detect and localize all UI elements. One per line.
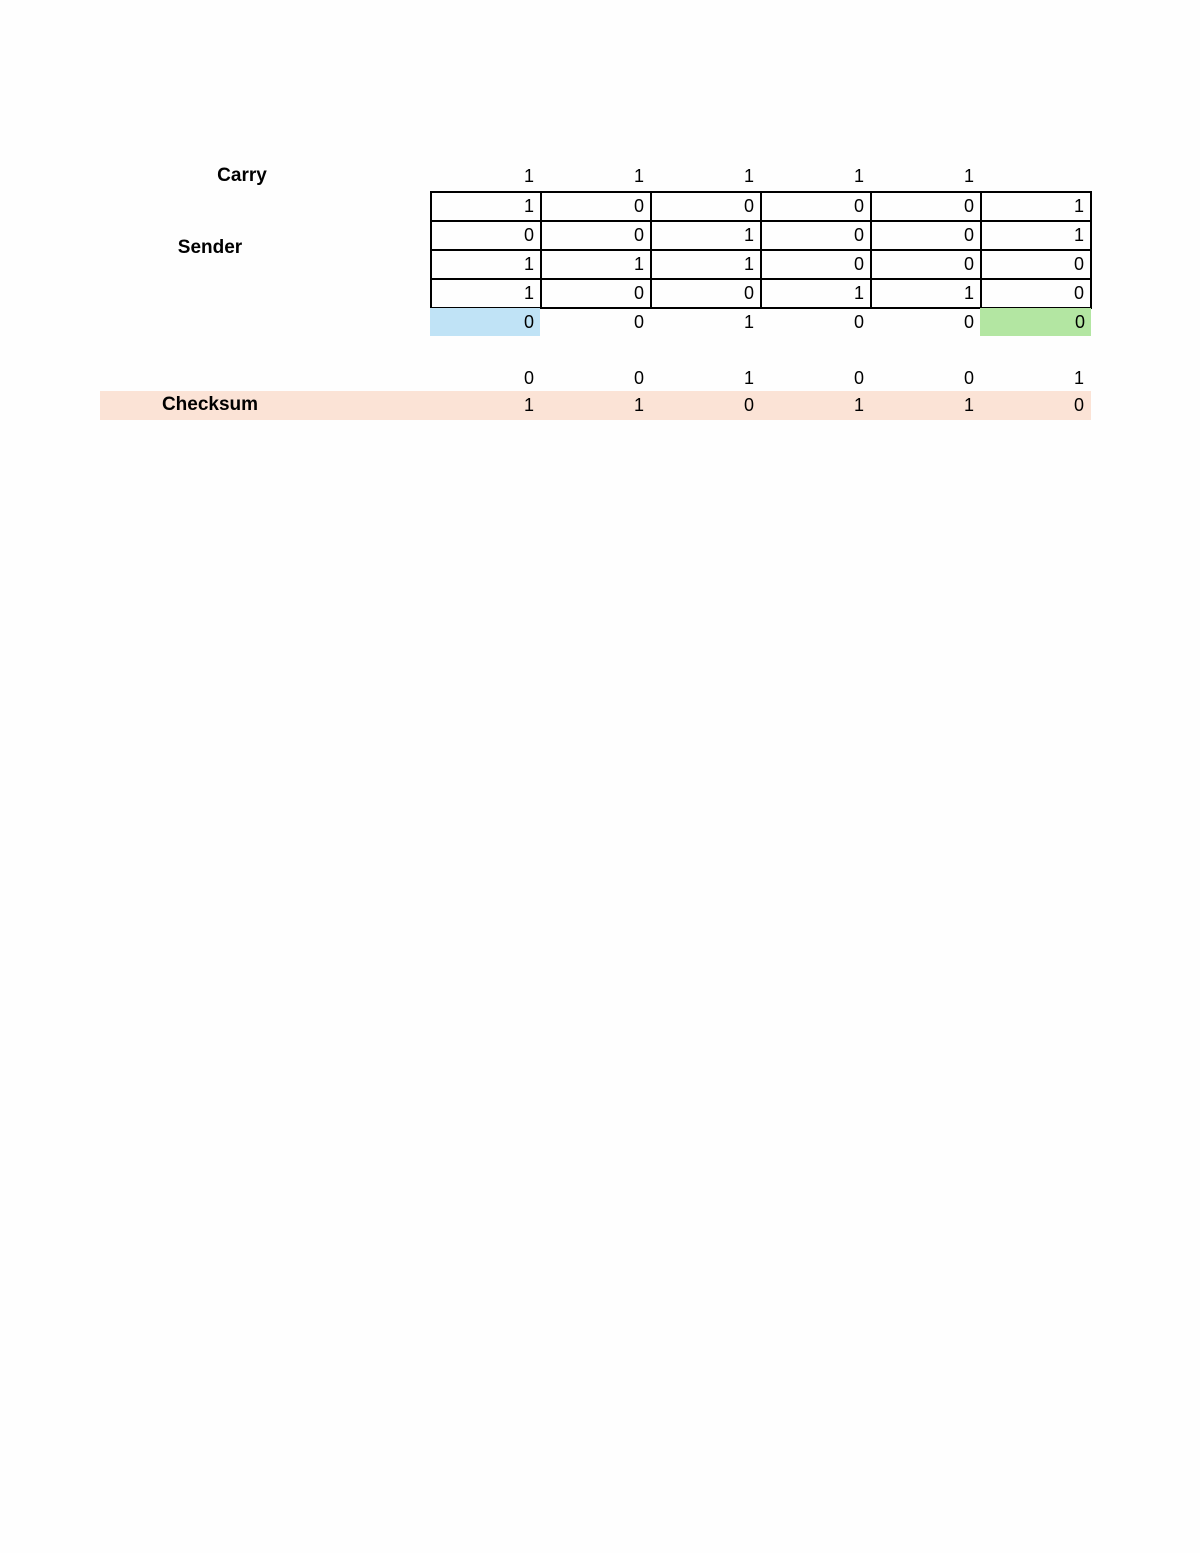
sender-cell: 0 <box>652 280 762 309</box>
sum-cell: 1 <box>743 312 754 332</box>
wrapped-sum-cell: 1 <box>743 368 754 388</box>
sender-row <box>432 222 1092 251</box>
wrapped-sum-row <box>430 364 1090 392</box>
sender-grid <box>430 191 1092 309</box>
sender-cell: 0 <box>762 222 872 251</box>
sum-row <box>430 308 1091 336</box>
wrapped-sum-cell: 0 <box>853 368 864 388</box>
sender-cell: 0 <box>762 193 872 222</box>
sender-label: Sender <box>177 237 243 258</box>
checksum-cell: 0 <box>1073 395 1084 415</box>
sender-cell: 1 <box>982 193 1092 222</box>
sender-cell: 0 <box>762 251 872 280</box>
carry-cell: 1 <box>963 166 974 186</box>
sender-cell: 1 <box>542 251 652 280</box>
sender-cell: 1 <box>432 280 542 309</box>
sender-cell: 1 <box>982 222 1092 251</box>
sender-row <box>432 251 1092 280</box>
checksum-cell: 1 <box>523 395 534 415</box>
sum-cell: 0 <box>963 312 974 332</box>
sender-row <box>432 193 1092 222</box>
carry-cell <box>980 162 1090 190</box>
checksum-cell: 1 <box>853 395 864 415</box>
sender-cell: 0 <box>542 222 652 251</box>
sender-cell: 0 <box>542 193 652 222</box>
checksum-cell: 1 <box>963 395 974 415</box>
carry-cell: 1 <box>633 166 644 186</box>
sender-cell: 0 <box>982 280 1092 309</box>
sum-cell: 0 <box>853 312 864 332</box>
checksum-cell: 1 <box>633 395 644 415</box>
sender-cell: 0 <box>982 251 1092 280</box>
sender-cell: 0 <box>652 193 762 222</box>
sender-cell: 1 <box>872 280 982 309</box>
sender-cell: 0 <box>872 251 982 280</box>
wrapped-sum-cell: 0 <box>963 368 974 388</box>
sender-cell: 1 <box>652 251 762 280</box>
checksum-row <box>430 391 1090 419</box>
sender-cell: 1 <box>762 280 872 309</box>
sum-cell-highlight-blue: 0 <box>430 308 540 336</box>
sender-cell: 0 <box>542 280 652 309</box>
sender-cell: 0 <box>872 222 982 251</box>
sender-row <box>432 280 1092 309</box>
wrapped-sum-cell: 0 <box>633 368 644 388</box>
carry-cell: 1 <box>523 166 534 186</box>
wrapped-sum-cell: 0 <box>523 368 534 388</box>
checksum-label: Checksum <box>161 394 259 415</box>
sum-cell: 0 <box>633 312 644 332</box>
carry-label: Carry <box>217 165 267 186</box>
sender-cell: 0 <box>432 222 542 251</box>
sender-cell: 1 <box>432 251 542 280</box>
carry-row <box>430 162 1090 190</box>
checksum-cell: 0 <box>743 395 754 415</box>
sender-cell: 1 <box>432 193 542 222</box>
sum-cell-highlight-green: 0 <box>980 308 1091 336</box>
carry-cell: 1 <box>743 166 754 186</box>
carry-cell: 1 <box>853 166 864 186</box>
wrapped-sum-cell: 1 <box>1073 368 1084 388</box>
sender-cell: 1 <box>652 222 762 251</box>
sender-cell: 0 <box>872 193 982 222</box>
